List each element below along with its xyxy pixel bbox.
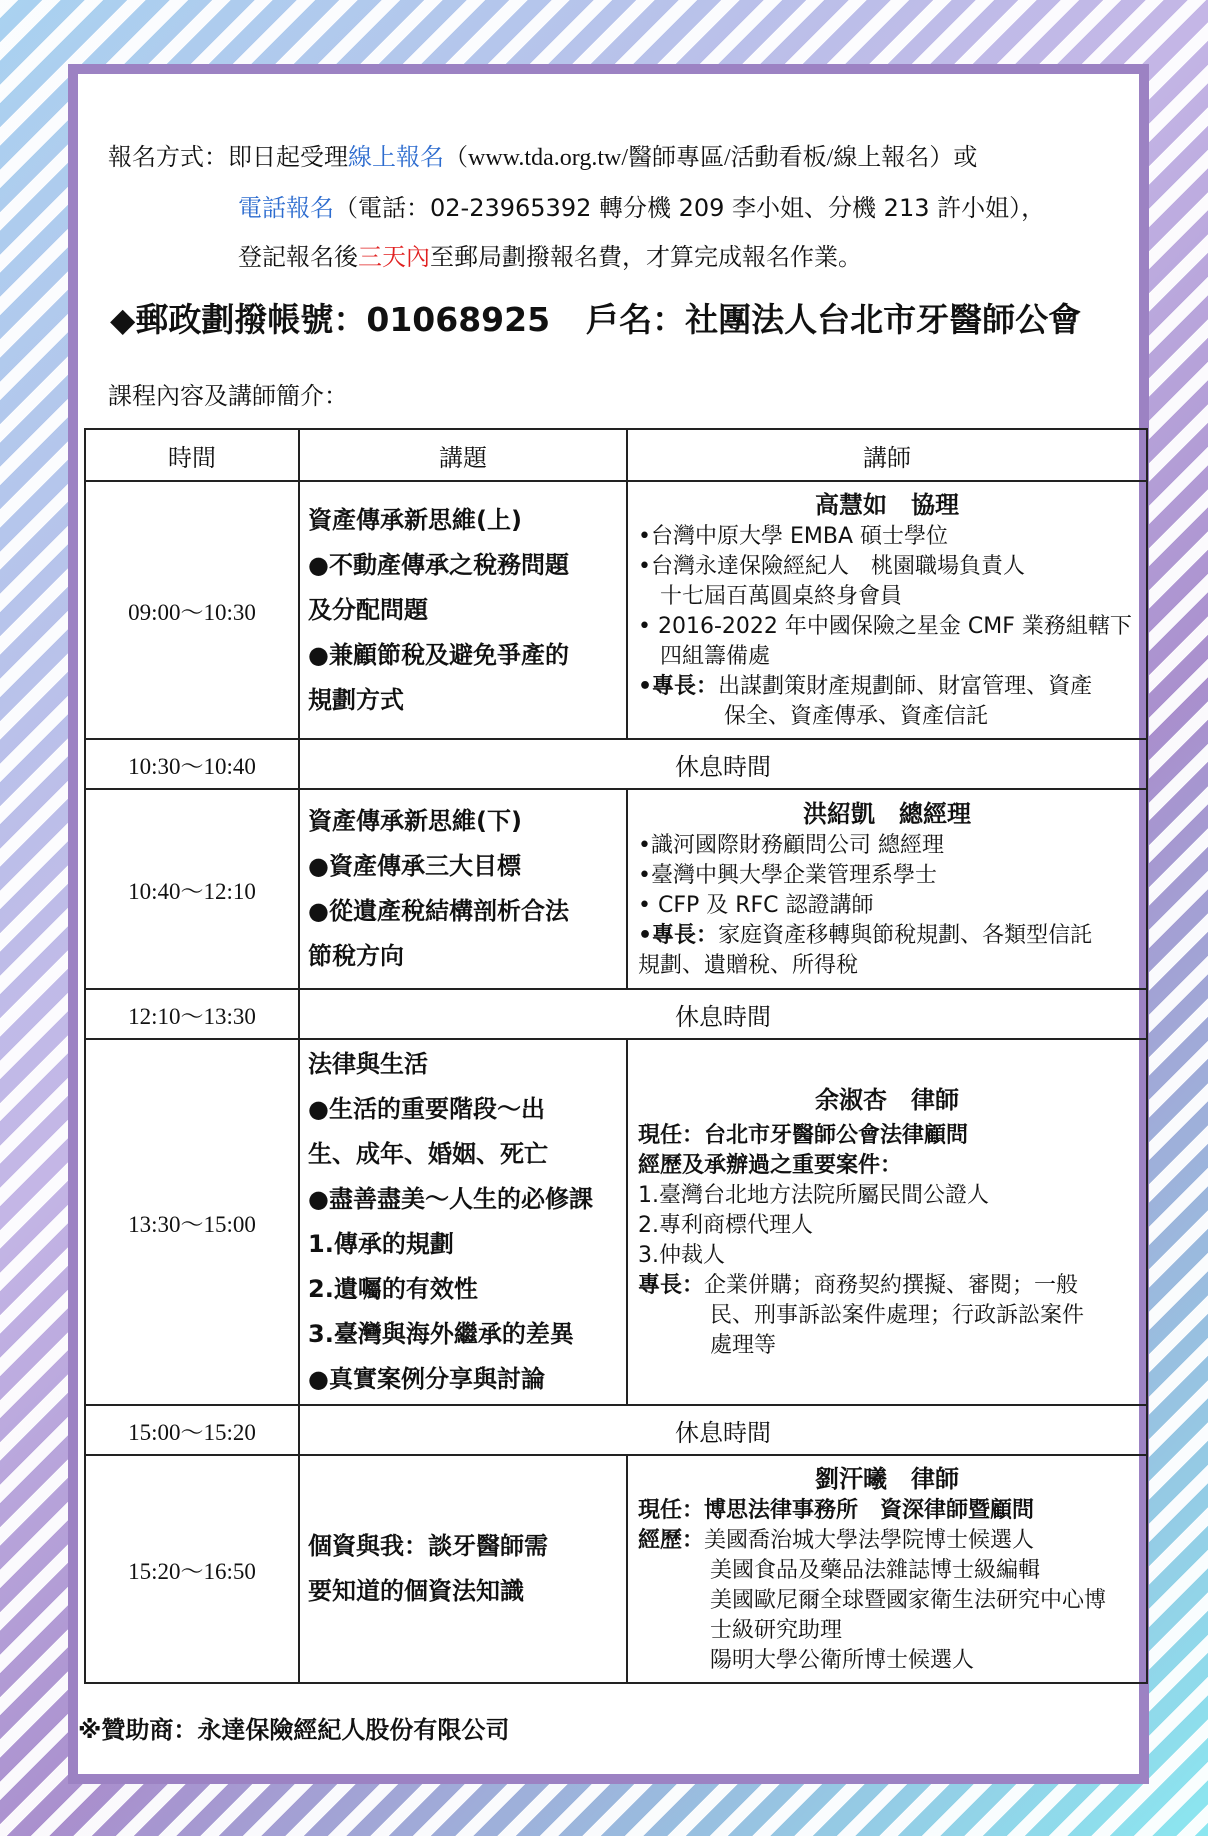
speaker-cell — [627, 1039, 1147, 1405]
session-time: 15:20～16:50 — [85, 1455, 299, 1683]
speaker-detail: 四組籌備處 — [638, 644, 771, 669]
experience-label: 經歷： — [638, 1528, 705, 1553]
session-time: 10:40～12:10 — [85, 789, 299, 989]
topic-item: 規劃方式 — [308, 685, 404, 714]
break-time: 12:10～13:30 — [85, 989, 299, 1039]
speaker-cell — [627, 789, 1147, 989]
expertise-label: •專長： — [638, 674, 719, 699]
expertise-text: 家庭資產移轉與節稅規劃、各類型信託 — [718, 923, 1093, 948]
speaker-detail: 3.仲裁人 — [638, 1243, 725, 1268]
break-time: 15:00～15:20 — [85, 1405, 299, 1455]
table-row — [85, 989, 1147, 1039]
topic-item: ●資產傳承三大目標 — [308, 852, 521, 880]
table-header-row — [85, 429, 1147, 481]
topic-title: 個資與我：談牙醫師需 — [308, 1532, 548, 1560]
speaker-experience — [638, 1526, 1136, 1556]
speaker-current-role: 現任：台北市牙醫師公會法律顧問 — [638, 1123, 969, 1148]
table-row — [85, 1455, 1147, 1683]
experience-text: 美國食品及藥品法雜誌博士級編輯 — [710, 1558, 1041, 1583]
speaker-expertise — [638, 921, 1136, 951]
topic-item: ●盡善盡美～人生的必修課 — [308, 1185, 593, 1213]
table-row — [85, 1039, 1147, 1405]
course-intro-heading: 課程內容及講師簡介： — [108, 382, 348, 410]
expertise-text: 民、刑事訴訟案件處理；行政訴訟案件 — [710, 1303, 1085, 1328]
break-label: 休息時間 — [299, 739, 1147, 789]
topic-item: ●從遺產稅結構剖析合法 — [308, 897, 569, 925]
account-holder: 戶名：社團法人台北市牙醫師公會 — [586, 300, 1082, 339]
speaker-name: 洪紹凱 總經理 — [803, 800, 971, 828]
deadline-highlight: 三天內 — [358, 243, 430, 271]
speaker-detail: 1.臺灣台北地方法院所屬民間公證人 — [638, 1183, 989, 1208]
session-topic — [299, 789, 627, 989]
session-topic — [299, 1039, 627, 1405]
schedule-table — [84, 428, 1148, 1684]
speaker-name: 劉汗曦 律師 — [815, 1465, 959, 1493]
table-row — [85, 739, 1147, 789]
sponsor-note: ※贊助商：永達保險經紀人股份有限公司 — [78, 1716, 510, 1744]
topic-item: ●真實案例分享與討論 — [308, 1365, 545, 1393]
speaker-detail: •台灣永達保險經紀人 桃園職場負責人 — [638, 554, 1025, 579]
speaker-detail: 2.專利商標代理人 — [638, 1213, 813, 1238]
topic-item: 節稅方向 — [308, 942, 404, 970]
header-speaker: 講師 — [627, 429, 1147, 481]
speaker-current-role: 現任：博思法律事務所 資深律師暨顧問 — [638, 1498, 1035, 1523]
registration-line-2 — [238, 188, 1045, 223]
speaker-cell — [627, 481, 1147, 739]
expertise-label: •專長： — [638, 923, 719, 948]
break-time: 10:30～10:40 — [85, 739, 299, 789]
table-row — [85, 1405, 1147, 1455]
expertise-text: 出謀劃策財產規劃師、財富管理、資產 — [718, 674, 1093, 699]
postal-account — [110, 294, 1081, 341]
topic-item: 及分配問題 — [308, 595, 428, 624]
speaker-detail: •識河國際財務顧問公司 總經理 — [638, 833, 944, 858]
topic-item: 要知道的個資法知識 — [308, 1577, 524, 1605]
header-topic: 講題 — [299, 429, 627, 481]
speaker-detail: •台灣中原大學 EMBA 碩士學位 — [638, 524, 948, 549]
speaker-expertise — [638, 672, 1136, 702]
experience-text: 陽明大學公衛所博士候選人 — [710, 1648, 975, 1673]
break-label: 休息時間 — [299, 1405, 1147, 1455]
expertise-text: 企業併購；商務契約撰擬、審閱；一般 — [704, 1273, 1079, 1298]
speaker-detail: • CFP 及 RFC 認證講師 — [638, 893, 874, 918]
registration-note-suffix: 至郵局劃撥報名費，才算完成報名作業。 — [430, 243, 862, 271]
session-time: 13:30～15:00 — [85, 1039, 299, 1405]
topic-title: 資產傳承新思維(下) — [308, 807, 522, 835]
experience-text: 美國喬治城大學法學院博士候選人 — [704, 1528, 1035, 1553]
topic-title: 法律與生活 — [308, 1050, 428, 1078]
page-frame — [68, 64, 1149, 1784]
phone-info: （電話：02-23965392 轉分機 209 李小姐、分機 213 許小姐）， — [334, 194, 1046, 222]
experience-text: 美國歐尼爾全球暨國家衛生法研究中心博 — [710, 1588, 1107, 1613]
registration-url-text: （www.tda.org.tw/醫師專區/活動看板/線上報名）或 — [444, 145, 978, 171]
speaker-name: 高慧如 協理 — [815, 491, 959, 519]
topic-item: ●兼顧節稅及避免爭產的 — [308, 640, 569, 669]
topic-item: 生、成年、婚姻、死亡 — [308, 1140, 548, 1168]
speaker-cell — [627, 1455, 1147, 1683]
session-time: 09:00～10:30 — [85, 481, 299, 739]
expertise-text: 處理等 — [710, 1333, 777, 1358]
speaker-expertise — [638, 1271, 1136, 1301]
table-row — [85, 481, 1147, 739]
topic-item: ●不動產傳承之稅務問題 — [308, 550, 569, 579]
topic-item: ●生活的重要階段～出 — [308, 1095, 545, 1123]
speaker-detail: •臺灣中興大學企業管理系學士 — [638, 863, 937, 888]
speaker-detail: 十七屆百萬圓桌終身會員 — [638, 584, 903, 609]
registration-line-1 — [108, 137, 977, 172]
session-topic — [299, 481, 627, 739]
speaker-experience-title: 經歷及承辦過之重要案件： — [638, 1153, 903, 1178]
registration-label: 報名方式：即日起受理 — [108, 143, 348, 171]
registration-line-3 — [238, 237, 862, 272]
speaker-detail: • 2016-2022 年中國保險之星金 CMF 業務組轄下 — [638, 614, 1132, 639]
topic-item: 2.遺囑的有效性 — [308, 1275, 478, 1303]
expertise-label: 專長： — [638, 1273, 705, 1298]
content — [78, 74, 1139, 1774]
session-topic — [299, 1455, 627, 1683]
speaker-name: 余淑杏 律師 — [815, 1086, 959, 1114]
break-label: 休息時間 — [299, 989, 1147, 1039]
topic-item: 3.臺灣與海外繼承的差異 — [308, 1320, 574, 1348]
phone-registration-link[interactable]: 電話報名 — [238, 194, 334, 222]
expertise-text: 規劃、遺贈稅、所得稅 — [638, 953, 859, 978]
registration-note-prefix: 登記報名後 — [238, 243, 358, 271]
header-time: 時間 — [85, 429, 299, 481]
experience-text: 士級研究助理 — [710, 1618, 843, 1643]
account-number: ◆郵政劃撥帳號：01068925 — [110, 300, 551, 339]
online-registration-link[interactable]: 線上報名 — [348, 143, 444, 171]
topic-title: 資產傳承新思維(上) — [308, 505, 522, 534]
table-row — [85, 789, 1147, 989]
expertise-text: 保全、資產傳承、資產信託 — [724, 704, 989, 729]
topic-item: 1.傳承的規劃 — [308, 1230, 454, 1258]
